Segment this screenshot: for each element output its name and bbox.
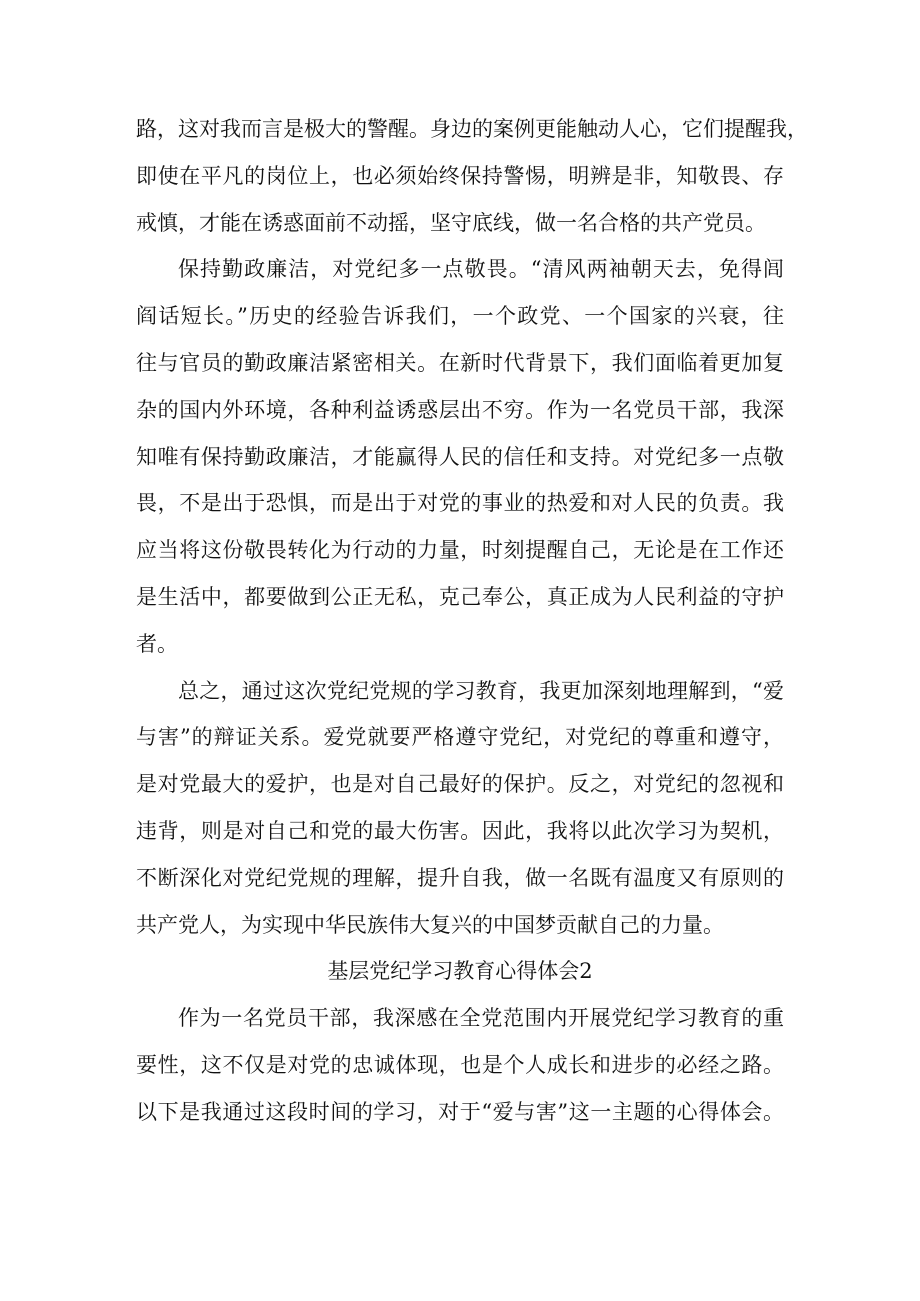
paragraph-2-line-1: 保持勤政廉洁，对党纪多一点敬畏。“清风两袖朝天去，免得闾 bbox=[178, 257, 784, 282]
paragraph-4-line-1: 作为一名党员干部，我深感在全党范围内开展党纪学习教育的重 bbox=[178, 1006, 784, 1031]
paragraph-2-line-6: 畏，不是出于恐惧，而是出于对党的事业的热爱和对人民的负责。我 bbox=[136, 491, 784, 516]
paragraph-4-line-3: 以下是我通过这段时间的学习，对于“爱与害”这一主题的心得体会。 bbox=[136, 1099, 784, 1124]
paragraph-1-line-1: 路，这对我而言是极大的警醒。身边的案例更能触动人心，它们提醒我， bbox=[136, 117, 808, 141]
paragraph-3-line-3: 是对党最大的爱护，也是对自己最好的保护。反之，对党纪的忽视和 bbox=[136, 772, 784, 797]
paragraph-2-line-2: 阎话短长。”历史的经验告诉我们，一个政党、一个国家的兴衰，往 bbox=[136, 304, 784, 329]
paragraph-2-line-8: 是生活中，都要做到公正无私，克己奉公，真正成为人民利益的守护 bbox=[136, 584, 784, 609]
paragraph-2-line-5: 知唯有保持勤政廉洁，才能赢得人民的信任和支持。对党纪多一点敬 bbox=[136, 444, 784, 469]
paragraph-1-line-2: 即使在平凡的岗位上，也必须始终保持警惕，明辨是非，知敬畏、存 bbox=[136, 163, 784, 188]
paragraph-3-line-2: 与害”的辩证关系。爱党就要严格遵守党纪，对党纪的尊重和遵守， bbox=[136, 725, 784, 750]
paragraph-4-line-2: 要性，这不仅是对党的忠诚体现，也是个人成长和进步的必经之路。 bbox=[136, 1052, 784, 1077]
section-heading: 基层党纪学习教育心得体会2 bbox=[327, 959, 593, 984]
paragraph-2-line-7: 应当将这份敬畏转化为行动的力量，时刻提醒自己，无论是在工作还 bbox=[136, 538, 784, 563]
paragraph-3-line-5: 不断深化对党纪党规的理解，提升自我，做一名既有温度又有原则的 bbox=[136, 865, 784, 890]
paragraph-3-line-1: 总之，通过这次党纪党规的学习教育，我更加深刻地理解到，“爱 bbox=[178, 678, 784, 703]
paragraph-3-line-4: 违背，则是对自己和党的最大伤害。因此，我将以此次学习为契机， bbox=[136, 818, 784, 843]
document-body bbox=[136, 106, 808, 1136]
paragraph-2-line-3: 往与官员的勤政廉洁紧密相关。在新时代背景下，我们面临着更加复 bbox=[136, 350, 784, 375]
paragraph-1-line-3: 戒慎，才能在诱惑面前不动摇，坚守底线，做一名合格的共产党员。 bbox=[136, 210, 766, 235]
paragraph-3-line-6: 共产党人，为实现中华民族伟大复兴的中国梦贡献自己的力量。 bbox=[136, 912, 724, 937]
paragraph-2-line-4: 杂的国内外环境，各种利益诱惑层出不穷。作为一名党员干部，我深 bbox=[136, 397, 784, 422]
paragraph-2-line-9: 者。 bbox=[136, 631, 178, 656]
